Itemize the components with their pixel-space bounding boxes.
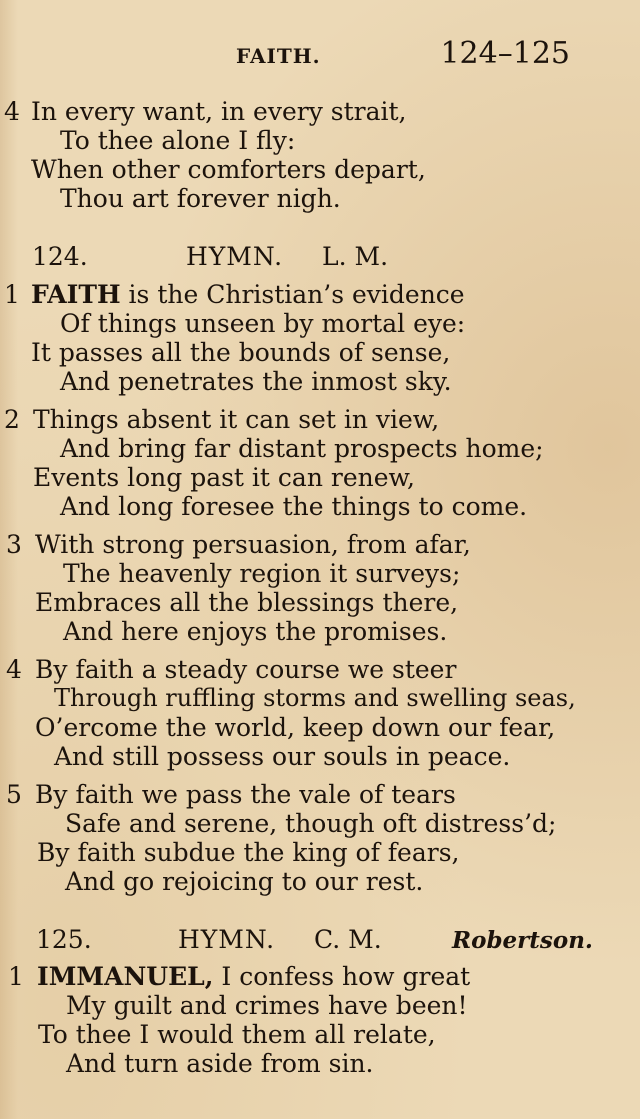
hymn-meter: C. M. xyxy=(314,925,382,954)
verse-line: And still possess our souls in peace. xyxy=(54,742,511,771)
verse-line: The heavenly region it surveys; xyxy=(63,559,461,588)
verse-number: 2 xyxy=(4,405,20,434)
verse-line: Thou art forever nigh. xyxy=(60,184,341,213)
verse-line: And long foresee the things to come. xyxy=(60,492,528,521)
verse-number: 4 xyxy=(6,655,22,684)
verse-line: O’ercome the world, keep down our fear, xyxy=(35,713,556,742)
page-numbers: 124–125 xyxy=(440,36,570,71)
hymn-number: 124. xyxy=(32,242,88,271)
verse-line: Embraces all the blessings there, xyxy=(35,588,459,617)
verse-line: And penetrates the inmost sky. xyxy=(60,367,452,396)
verse-line: When other comforters depart, xyxy=(31,155,426,184)
verse-number: 4 xyxy=(4,97,20,126)
verse-line: And here enjoys the promises. xyxy=(63,617,448,646)
verse-line: It passes all the bounds of sense, xyxy=(31,338,451,367)
drop-word: IMMANUEL, xyxy=(37,962,214,991)
verse-line: And turn aside from sin. xyxy=(66,1049,374,1078)
verse-line: And go rejoicing to our rest. xyxy=(65,867,424,896)
verse-line: To thee alone I fly: xyxy=(60,126,296,155)
verse-line-rest: I confess how great xyxy=(213,962,471,991)
verse-line-rest: is the Christian’s evidence xyxy=(120,280,465,309)
verse-line: Safe and serene, though oft distress’d; xyxy=(65,809,557,838)
verse-number: 1 xyxy=(4,280,20,309)
verse-line: Of things unseen by mortal eye: xyxy=(60,309,466,338)
verse-line: Through ruffling storms and swelling seas, xyxy=(54,684,576,712)
hymn-title: HYMN. xyxy=(186,242,284,271)
verse-line: With strong persuasion, from afar, xyxy=(35,530,471,559)
verse-number: 5 xyxy=(6,780,22,809)
verse-first-line xyxy=(31,280,465,309)
hymn-number: 125. xyxy=(36,925,92,954)
running-head-title: FAITH. xyxy=(236,44,321,68)
verse-first-line xyxy=(37,962,470,991)
verse-line: By faith we pass the vale of tears xyxy=(35,780,456,809)
verse-line: Events long past it can renew, xyxy=(33,463,415,492)
verse-line: By faith subdue the king of fears, xyxy=(37,838,460,867)
hymn-author: Robertson. xyxy=(452,927,593,954)
verse-line: To thee I would them all relate, xyxy=(38,1020,436,1049)
verse-line: Things absent it can set in view, xyxy=(33,405,440,434)
running-head xyxy=(0,36,640,76)
verse-line: By faith a steady course we steer xyxy=(35,655,457,684)
verse-line: My guilt and crimes have been! xyxy=(66,991,468,1020)
hymn-meter: L. M. xyxy=(322,242,389,271)
drop-word: FAITH xyxy=(31,280,121,309)
hymn-title: HYMN. xyxy=(178,925,276,954)
verse-line: In every want, in every strait, xyxy=(31,97,407,126)
verse-line: And bring far distant prospects home; xyxy=(60,434,544,463)
hymn-heading xyxy=(0,242,640,272)
verse-number: 1 xyxy=(8,962,24,991)
hymn-heading xyxy=(0,925,640,955)
verse-number: 3 xyxy=(6,530,22,559)
